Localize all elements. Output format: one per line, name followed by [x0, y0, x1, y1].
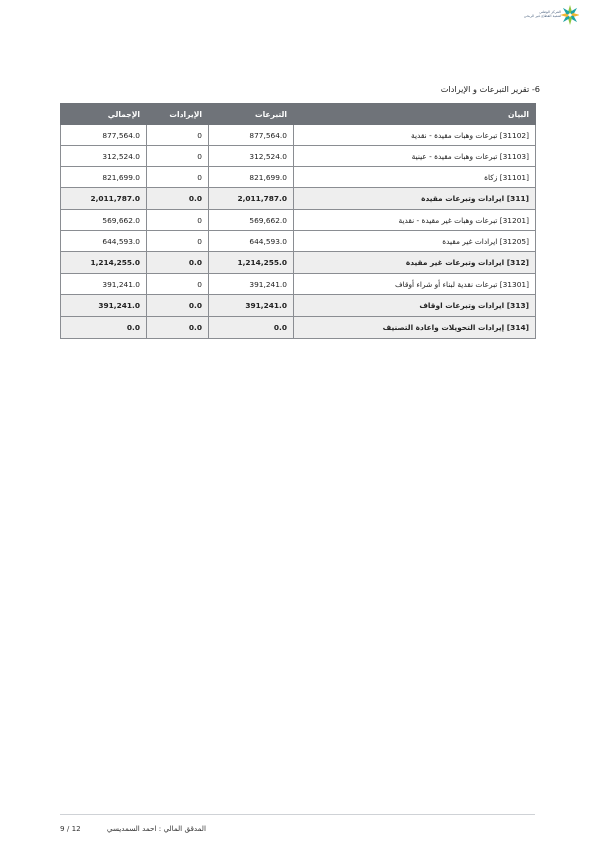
cell-donations: 2,011,787.0	[209, 188, 294, 210]
footer-divider	[60, 814, 535, 815]
logo-line-1: المركز الوطني	[539, 10, 561, 14]
column-header-revenues: الإيرادات	[147, 104, 209, 125]
column-header-donations: التبرعات	[209, 104, 294, 125]
cell-description: [311] ايرادات وتبرعات مقيدة	[294, 188, 536, 210]
column-header-total: الإجمالي	[61, 104, 147, 125]
cell-total: 391,241.0	[61, 274, 147, 295]
column-header-description: البيان	[294, 104, 536, 125]
cell-revenues: 0	[147, 167, 209, 188]
cell-description: [31205] ايرادات غير مقيدة	[294, 231, 536, 252]
page-number: 9 / 12	[60, 824, 81, 833]
cell-donations: 821,699.0	[209, 167, 294, 188]
cell-description: [31101] زكاة	[294, 167, 536, 188]
organization-logo	[519, 4, 579, 26]
cell-donations: 1,214,255.0	[209, 252, 294, 274]
table-row	[61, 210, 536, 231]
table-subtotal-row	[61, 252, 536, 274]
table-row	[61, 167, 536, 188]
cell-description: [31201] تبرعات وهبات غير مقيدة - نقدية	[294, 210, 536, 231]
cell-revenues: 0.0	[147, 252, 209, 274]
cell-donations: 877,564.0	[209, 125, 294, 146]
cell-revenues: 0.0	[147, 317, 209, 339]
cell-donations: 391,241.0	[209, 274, 294, 295]
cell-description: [31301] تبرعات نقدية لبناء أو شراء أوقاف	[294, 274, 536, 295]
table-body	[61, 125, 536, 339]
cell-revenues: 0	[147, 210, 209, 231]
cell-description: [31102] تبرعات وهبات مقيدة - نقدية	[294, 125, 536, 146]
donations-revenues-table	[60, 103, 536, 339]
section-title: 6- تقرير التبرعات و الإيرادات	[440, 84, 540, 94]
table-row	[61, 274, 536, 295]
cell-total: 1,214,255.0	[61, 252, 147, 274]
star-logo-icon	[561, 4, 579, 26]
cell-description: [314] إيرادات التحويلات واعادة التصنيف	[294, 317, 536, 339]
cell-donations: 391,241.0	[209, 295, 294, 317]
cell-description: [312] ايرادات وتبرعات غير مقيدة	[294, 252, 536, 274]
cell-total: 569,662.0	[61, 210, 147, 231]
cell-total: 644,593.0	[61, 231, 147, 252]
cell-description: [31103] تبرعات وهبات مقيدة - عينية	[294, 146, 536, 167]
cell-revenues: 0	[147, 231, 209, 252]
cell-total: 877,564.0	[61, 125, 147, 146]
table-row	[61, 125, 536, 146]
cell-revenues: 0	[147, 274, 209, 295]
table-subtotal-row	[61, 295, 536, 317]
cell-revenues: 0.0	[147, 295, 209, 317]
table-row	[61, 231, 536, 252]
logo-wordmark	[519, 10, 561, 19]
table-header-row	[61, 104, 536, 125]
logo-line-2: لتنمية القطاع غير الربحي	[523, 14, 561, 19]
cell-revenues: 0	[147, 125, 209, 146]
cell-revenues: 0	[147, 146, 209, 167]
table-subtotal-row	[61, 317, 536, 339]
cell-revenues: 0.0	[147, 188, 209, 210]
cell-total: 821,699.0	[61, 167, 147, 188]
cell-total: 2,011,787.0	[61, 188, 147, 210]
cell-donations: 644,593.0	[209, 231, 294, 252]
cell-total: 0.0	[61, 317, 147, 339]
cell-total: 312,524.0	[61, 146, 147, 167]
cell-donations: 312,524.0	[209, 146, 294, 167]
cell-donations: 569,662.0	[209, 210, 294, 231]
table-row	[61, 146, 536, 167]
cell-donations: 0.0	[209, 317, 294, 339]
auditor-name: المدقق المالي : احمد السمديسي	[106, 824, 206, 833]
cell-total: 391,241.0	[61, 295, 147, 317]
cell-description: [313] ايرادات وتبرعات اوقاف	[294, 295, 536, 317]
table-subtotal-row	[61, 188, 536, 210]
